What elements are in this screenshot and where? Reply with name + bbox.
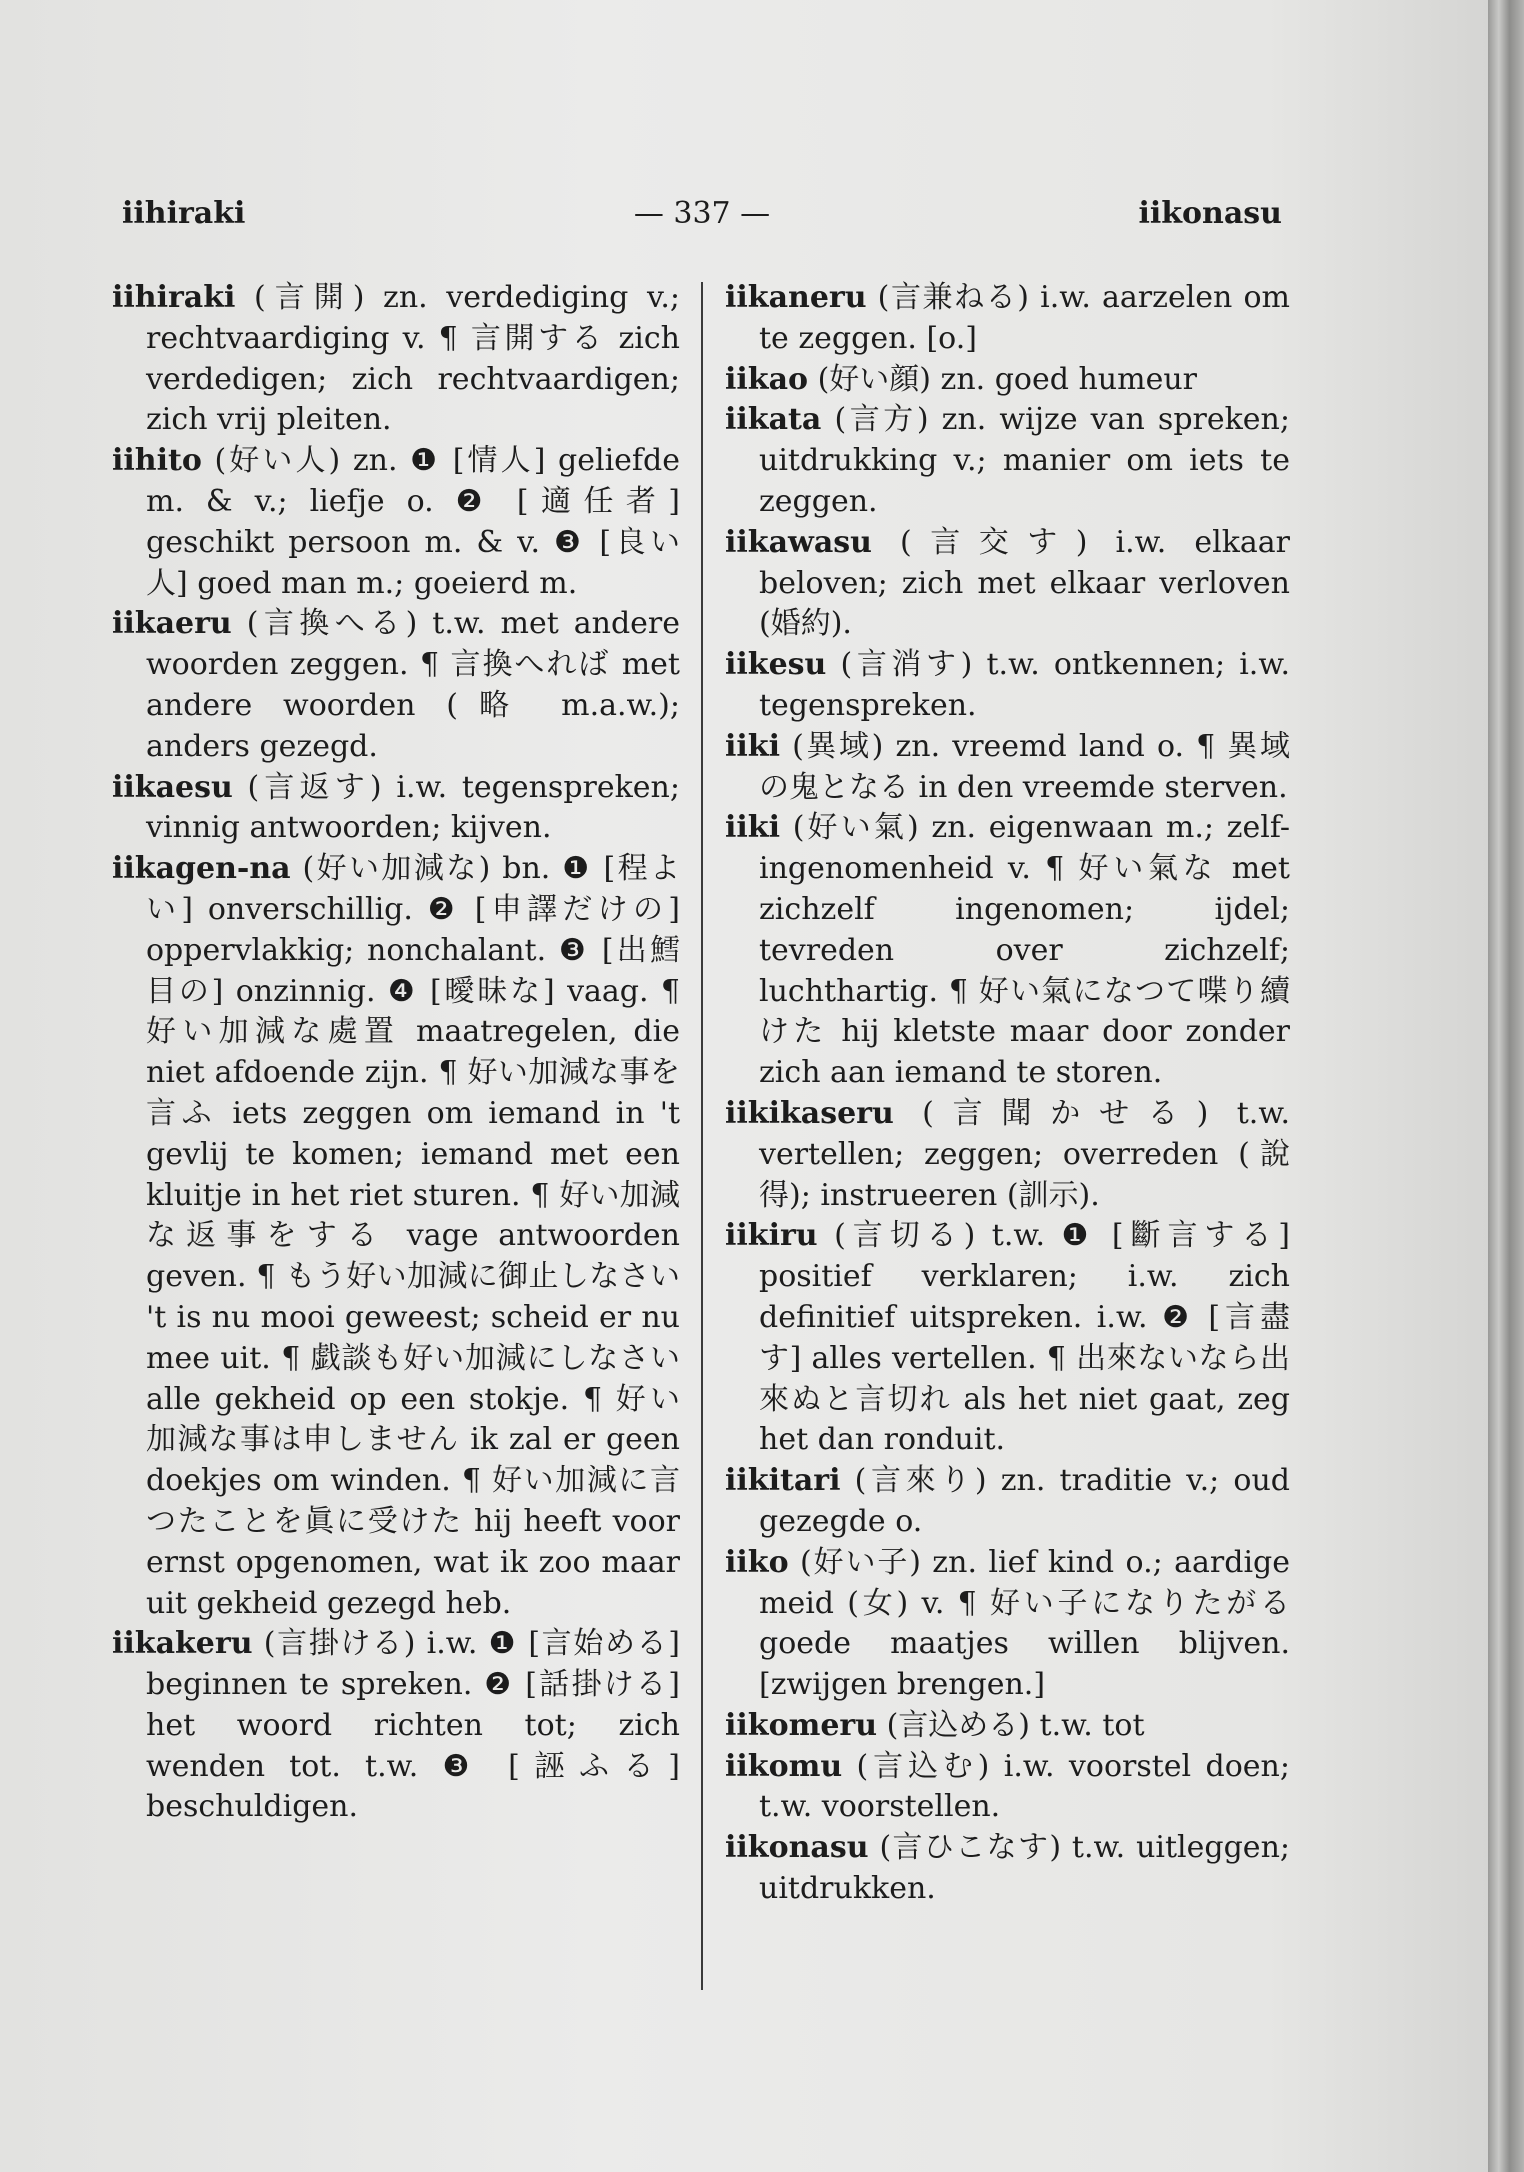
entry-body: (言開) zn. verdediging v.; rechtvaardiging v. ¶ 言開する zich verdedigen; zich rechtvaardigen; zich vrij pleiten. bbox=[146, 280, 680, 438]
headword: iihito bbox=[112, 443, 202, 479]
dictionary-entry bbox=[725, 278, 1290, 360]
headword: iikagen-na bbox=[112, 851, 291, 887]
dictionary-entry bbox=[725, 523, 1290, 645]
headword: iihiraki bbox=[112, 280, 236, 315]
headword: iikesu bbox=[725, 647, 827, 683]
headword: iikiru bbox=[725, 1218, 818, 1254]
entry-body: (言返す) i.w. tegenspreken; vinnig antwoorden; kijven. bbox=[146, 769, 680, 846]
entry-body: (好い子) zn. lief kind o.; aardige meid (女) v. ¶ 好い子になりたがる goede maatjes willen blijven. [zwijgen brengen.] bbox=[759, 1544, 1290, 1703]
dictionary-entry bbox=[112, 278, 680, 441]
running-header bbox=[122, 196, 1282, 246]
page-number: — 337 — bbox=[633, 196, 771, 231]
dictionary-entry bbox=[725, 645, 1290, 727]
entry-body: (言方) zn. wijze van spreken; uitdrukking v.; manier om iets te zeggen. bbox=[759, 402, 1290, 519]
dictionary-entry bbox=[725, 400, 1290, 522]
entry-body: (言交す) i.w. elkaar beloven; zich met elkaar verloven (婚約). bbox=[759, 524, 1290, 642]
dictionary-entry bbox=[725, 360, 1290, 401]
headword: iiki bbox=[725, 728, 780, 764]
dictionary-entry bbox=[112, 1624, 680, 1828]
dictionary-entry bbox=[725, 1094, 1290, 1216]
entry-body: (言聞かせる) t.w. vertellen; zeggen; overreden (說得); instrueeren (訓示). bbox=[759, 1095, 1290, 1213]
page-edge bbox=[1488, 0, 1524, 2172]
headword: iiki bbox=[725, 810, 780, 846]
dictionary-entry bbox=[725, 727, 1290, 809]
entry-body: (好い氣) zn. eigenwaan m.; zelf-ingenomenheid v. ¶ 好い氣な met zichzelf ingenomen; ijdel; tevreden over zichzelf; luchthartig. ¶ 好い氣になつて喋り續けた hij kletste maar door zonder zich aan iemand te storen. bbox=[759, 810, 1290, 1091]
entry-body: (好い加減な) bn. ❶ [程よい] onverschillig. ❷ [申譯だけの] oppervlakkig; nonchalant. ❸ [出鱈目の] onzinnig. ❹ [曖昧な] vaag. ¶ 好い加減な處置 maatregelen, die niet afdoende zijn. ¶ 好い加減な事を言ふ iets zeggen om iemand in 't gevlij te komen; iemand met een kluitje in het riet sturen. ¶ 好い加減な返事をする vage antwoorden geven. ¶ もう好い加減に御止しなさい 't is nu mooi geweest; scheid er nu mee uit. ¶ 戯談も好い加減にしなさい alle gekheid op een stokje. ¶ 好い加減な事は申しません ik zal er geen doekjes om winden. ¶ 好い加減に言つたことを眞に受けた hij heeft voor ernst opgenomen, wat ik zoo maar uit gekheid gezegd heb. bbox=[146, 851, 680, 1621]
entry-body: (言換へる) t.w. met andere woorden zeggen. ¶ 言換へれば met andere woorden (略 m.a.w.); anders gezegd. bbox=[146, 606, 680, 764]
dictionary-entry bbox=[725, 1828, 1290, 1910]
entry-body: (言込む) i.w. voorstel doen; t.w. voorstellen. bbox=[759, 1748, 1290, 1825]
dictionary-entry bbox=[725, 808, 1290, 1094]
headword: iikao bbox=[725, 361, 809, 397]
dictionary-entry bbox=[725, 1706, 1290, 1747]
dictionary-entry bbox=[112, 849, 680, 1624]
entry-body: (言來り) zn. traditie v.; oud gezegde o. bbox=[759, 1463, 1290, 1539]
header-last-word: iikonasu bbox=[1138, 196, 1282, 231]
headword: iikaesu bbox=[112, 769, 233, 805]
column-divider bbox=[701, 282, 703, 1990]
headword: iikomu bbox=[725, 1748, 843, 1784]
entry-body: (好い顔) zn. goed humeur bbox=[817, 361, 1197, 397]
dictionary-entry bbox=[112, 768, 680, 850]
left-column bbox=[112, 278, 680, 1828]
dictionary-entry bbox=[725, 1216, 1290, 1461]
headword: iikaneru bbox=[725, 280, 867, 315]
headword: iikawasu bbox=[725, 524, 872, 560]
entry-body: (言込める) t.w. tot bbox=[886, 1707, 1145, 1743]
right-column bbox=[725, 278, 1290, 1910]
dictionary-entry bbox=[725, 1543, 1290, 1706]
dictionary-entry bbox=[725, 1747, 1290, 1829]
dictionary-entry bbox=[112, 441, 680, 604]
headword: iikomeru bbox=[725, 1707, 878, 1743]
headword: iikitari bbox=[725, 1463, 841, 1499]
entry-body: (言ひこなす) t.w. uitleggen; uitdrukken. bbox=[759, 1830, 1290, 1907]
entry-body: (言消す) t.w. ontkennen; i.w. tegenspreken. bbox=[759, 647, 1290, 723]
headword: iikonasu bbox=[725, 1830, 869, 1866]
header-first-word: iihiraki bbox=[122, 196, 246, 231]
headword: iikaeru bbox=[112, 606, 232, 642]
dictionary-entry bbox=[725, 1461, 1290, 1543]
entry-body: (言切る) t.w. ❶ [斷言する] positief verklaren; i.w. zich definitief uitspreken. i.w. ❷ [言盡す] alles vertellen. ¶ 出來ないなら出來ぬと言切れ als het niet gaat, zeg het dan ronduit. bbox=[759, 1218, 1290, 1458]
headword: iikata bbox=[725, 402, 822, 438]
headword: iiko bbox=[725, 1544, 789, 1580]
entry-body: (好い人) zn. ❶ [情人] geliefde m. & v.; liefje o. ❷ [適任者] geschikt persoon m. & v. ❸ [良い人] goed man m.; goeierd m. bbox=[146, 443, 680, 601]
headword: iikikaseru bbox=[725, 1095, 894, 1131]
dictionary-entry bbox=[112, 604, 680, 767]
entry-body: (言兼ねる) i.w. aarzelen om te zeggen. [o.] bbox=[759, 280, 1290, 356]
entry-body: (異域) zn. vreemd land o. ¶ 異域の鬼となる in den vreemde sterven. bbox=[759, 728, 1290, 805]
entry-body: (言掛ける) i.w. ❶ [言始める] beginnen te spreken. ❷ [話掛ける] het woord richten tot; zich wenden tot. t.w. ❸ [誣ふる] beschuldigen. bbox=[146, 1626, 680, 1825]
headword: iikakeru bbox=[112, 1626, 253, 1662]
